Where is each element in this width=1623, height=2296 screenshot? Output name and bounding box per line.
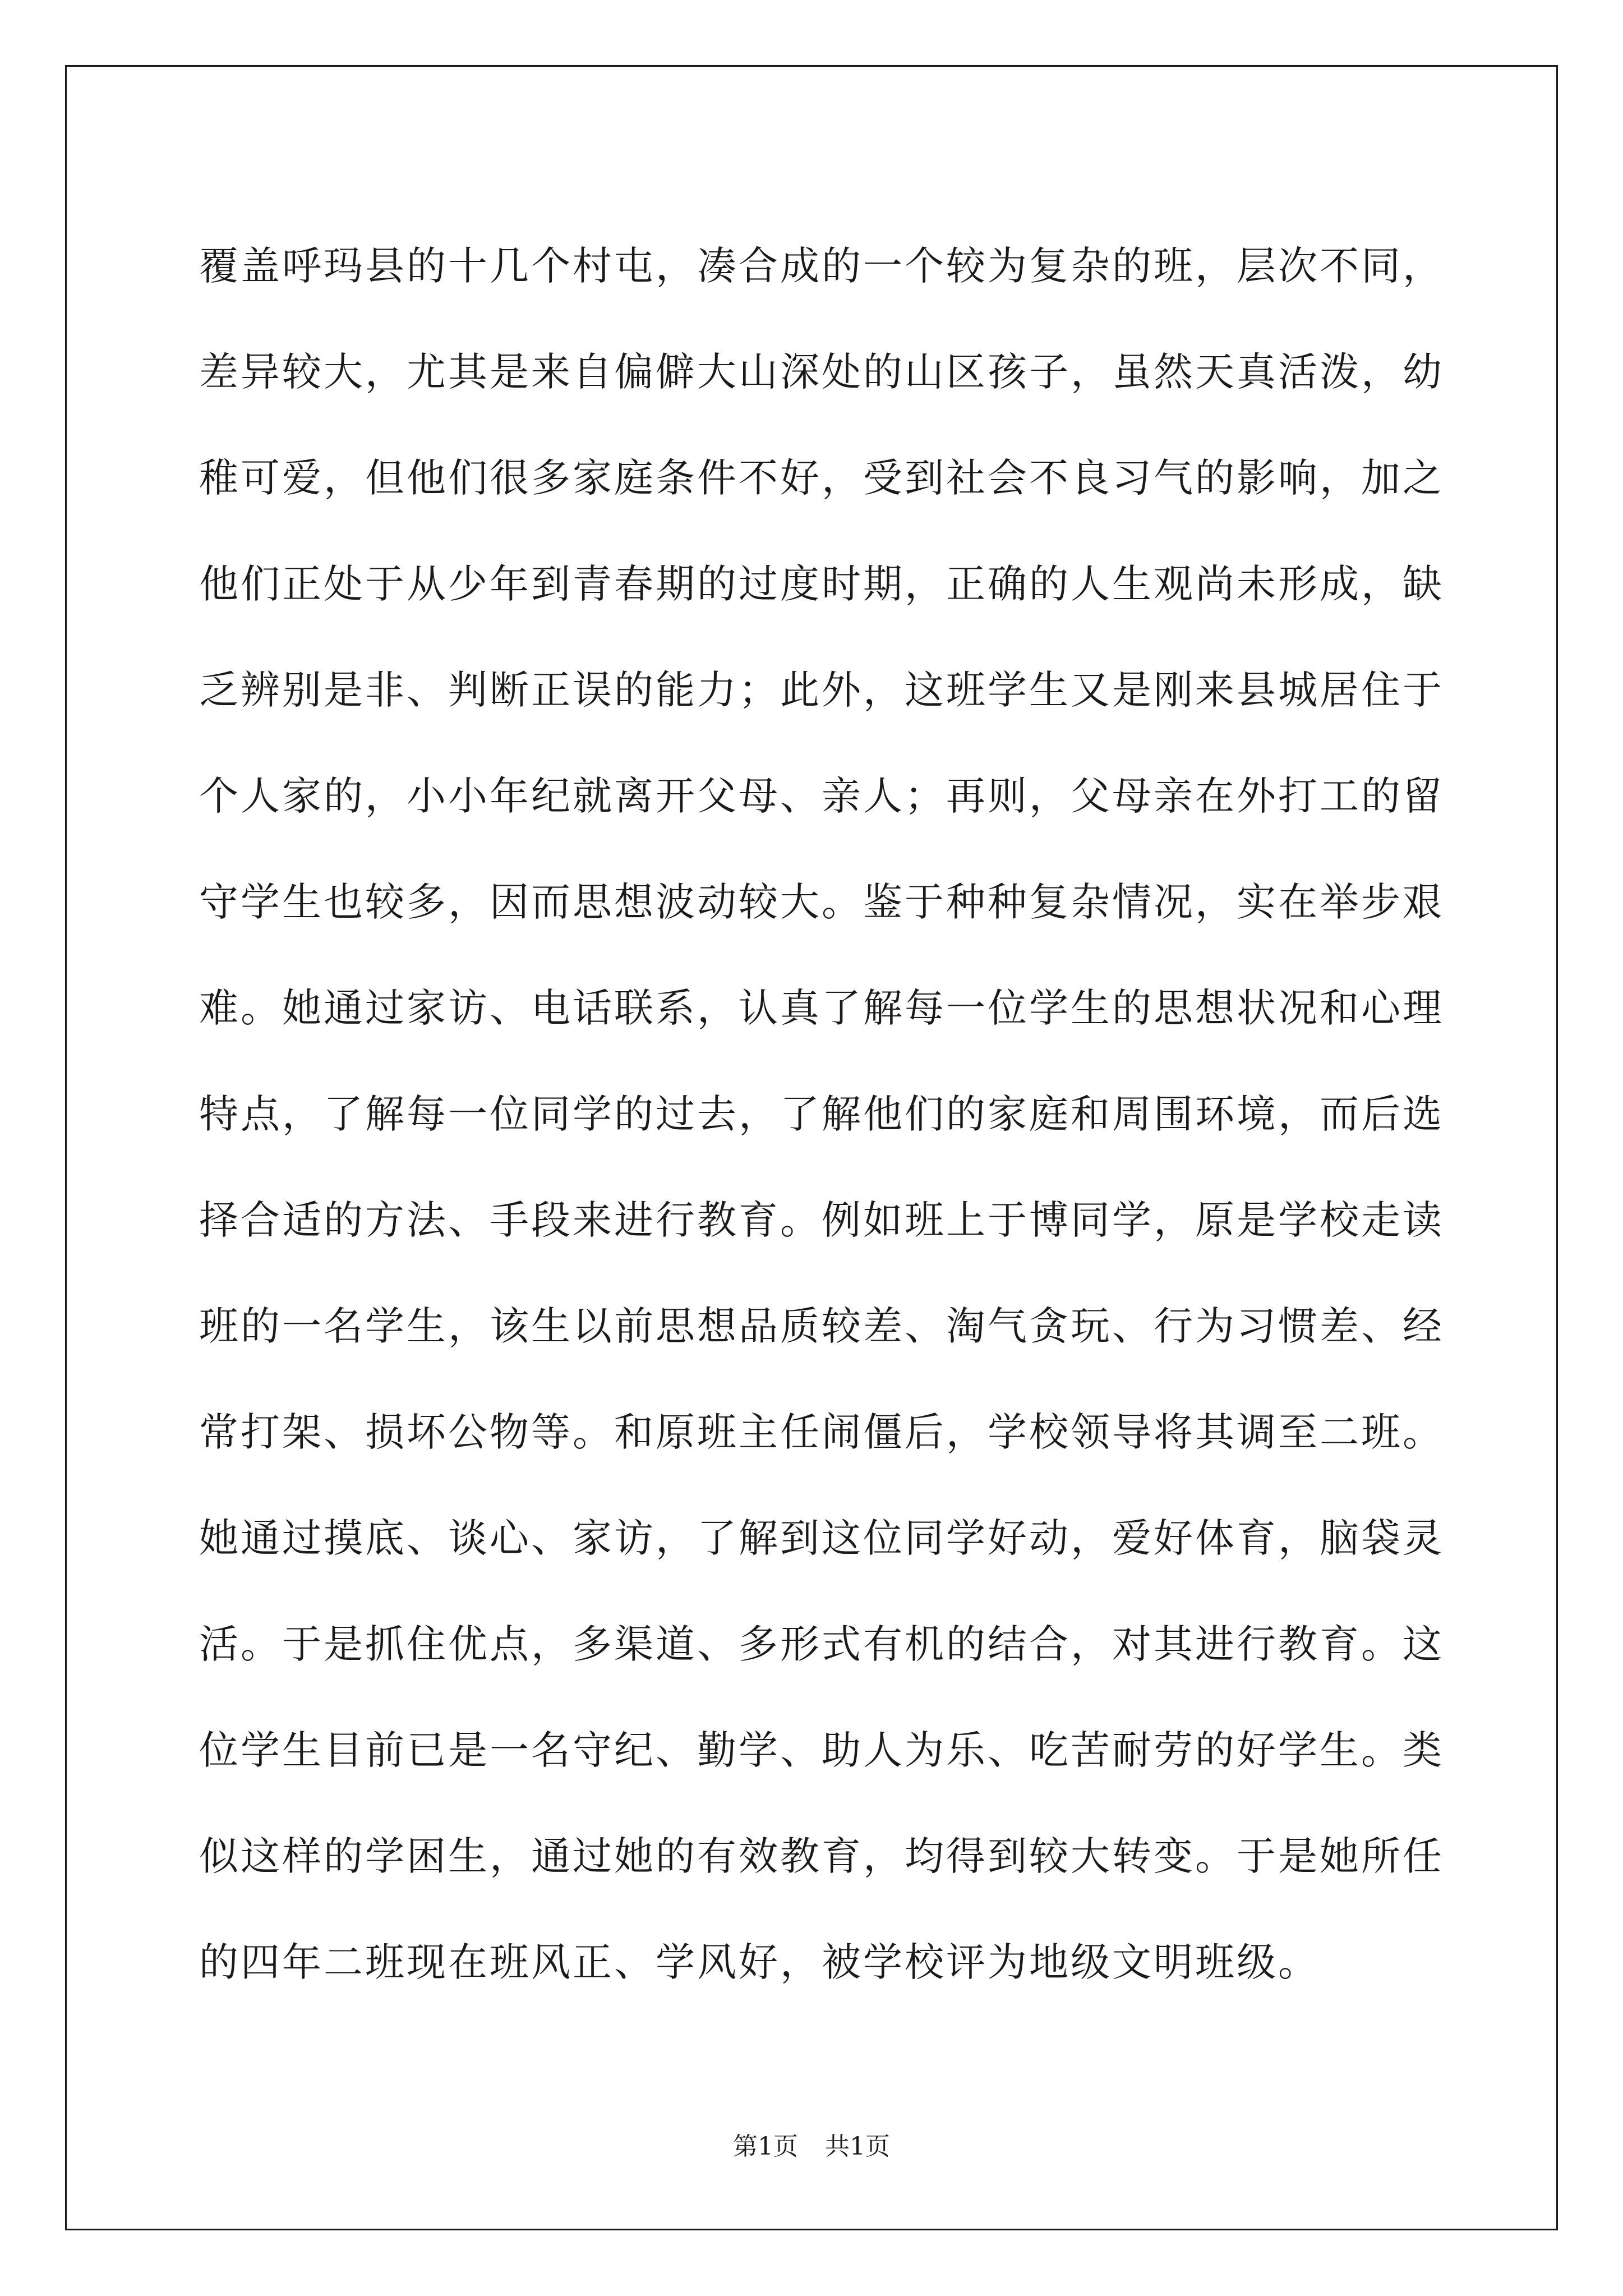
- text-line-6: 个人家的，小小年纪就离开父母、亲人；再则，父母亲在外打工的留: [199, 773, 1444, 819]
- document-body: [199, 213, 1444, 2016]
- text-line-15: 位学生目前已是一名守纪、勤学、助人为乐、吃苦耐劳的好学生。类: [199, 1727, 1444, 1773]
- text-line-12: 常打架、损坏公物等。和原班主任闹僵后，学校领导将其调至二班。: [199, 1409, 1444, 1455]
- text-line-4: 他们正处于从少年到青春期的过度时期，正确的人生观尚未形成，缺: [199, 561, 1444, 607]
- text-line-14: 活。于是抓住优点，多渠道、多形式有机的结合，对其进行教育。这: [199, 1621, 1444, 1667]
- text-line-1: 覆盖呼玛县的十几个村屯，凑合成的一个较为复杂的班，层次不同，: [199, 243, 1444, 289]
- text-line-7: 守学生也较多，因而思想波动较大。鉴于种种复杂情况，实在举步艰: [199, 879, 1444, 925]
- page-total: 共1页: [825, 2132, 890, 2161]
- text-line-5: 乏辨别是非、判断正误的能力；此外，这班学生又是刚来县城居住于: [199, 667, 1444, 713]
- text-line-13: 她通过摸底、谈心、家访，了解到这位同学好动，爱好体育，脑袋灵: [199, 1515, 1444, 1561]
- text-line-16: 似这样的学困生，通过她的有效教育，均得到较大转变。于是她所任: [199, 1833, 1444, 1879]
- text-line-2: 差异较大，尤其是来自偏僻大山深处的山区孩子，虽然天真活泼，幼: [199, 349, 1444, 395]
- text-line-8: 难。她通过家访、电话联系，认真了解每一位学生的思想状况和心理: [199, 985, 1444, 1031]
- text-line-3: 稚可爱，但他们很多家庭条件不好，受到社会不良习气的影响，加之: [199, 455, 1444, 501]
- page-number: 第1页: [733, 2132, 798, 2161]
- text-line-10: 择合适的方法、手段来进行教育。例如班上于博同学，原是学校走读: [199, 1197, 1444, 1243]
- text-line-11: 班的一名学生，该生以前思想品质较差、淘气贪玩、行为习惯差、经: [199, 1303, 1444, 1349]
- page-footer: [0, 2126, 1623, 2162]
- text-line-9: 特点，了解每一位同学的过去，了解他们的家庭和周围环境，而后选: [199, 1091, 1444, 1137]
- text-line-17: 的四年二班现在班风正、学风好，被学校评为地级文明班级。: [199, 1939, 1320, 1985]
